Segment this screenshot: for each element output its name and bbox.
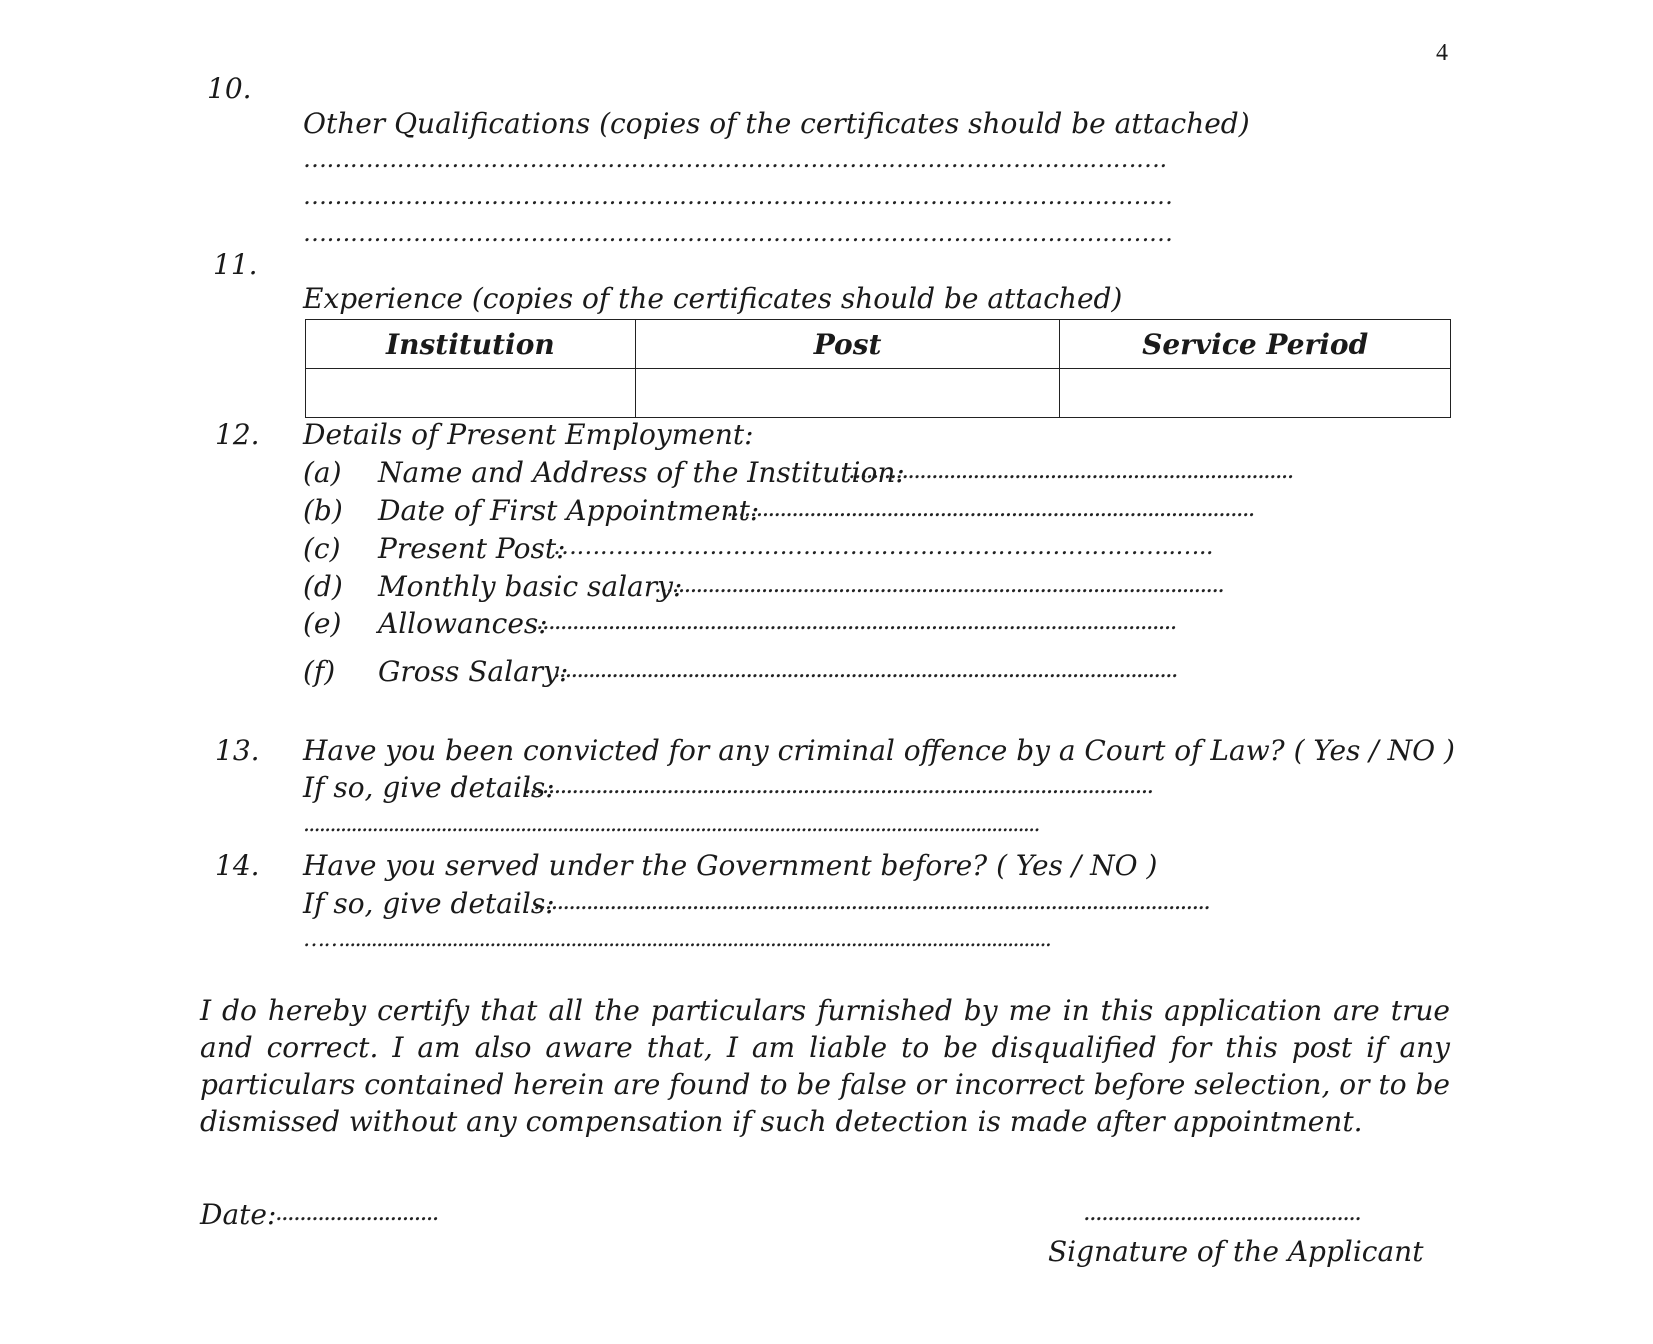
table-row [306, 369, 1451, 418]
q11-number: 11. [213, 248, 258, 281]
q12-e-letter: (e) [303, 607, 342, 640]
col-header-post: Post [635, 320, 1060, 369]
q13-number: 13. [215, 734, 260, 767]
q12-c-answer[interactable]: ……………………………………………………………………..….. [553, 532, 1213, 560]
post-cell[interactable] [635, 369, 1060, 418]
q12-d-answer[interactable]: ................................................................................................ [654, 570, 1224, 598]
q14-question: Have you served under the Government before? ( Yes / NO ) [303, 849, 1158, 882]
col-header-institution: Institution [306, 320, 636, 369]
q13-details-answer-line-2[interactable]: ........................................................................................................................................... [303, 812, 1039, 837]
institution-cell[interactable] [306, 369, 636, 418]
q10-answer-line-2[interactable]: ………………………………………………………………………………………………… [303, 182, 1173, 210]
q12-d-letter: (d) [303, 570, 343, 603]
q10-number: 10. [207, 72, 252, 105]
q11-label: Experience (copies of the certificates should be attached) [303, 282, 1123, 315]
date-label: Date: [200, 1198, 277, 1231]
q13-details-answer[interactable]: .......................................................................................................... [524, 771, 1153, 799]
service-period-cell[interactable] [1060, 369, 1451, 418]
q12-f-label: Gross Salary: [378, 655, 569, 688]
q12-b-label: Date of First Appointment: [378, 494, 760, 527]
q12-c-label: Present Post: [378, 532, 566, 565]
q12-b-answer[interactable]: ......................................................................................... [726, 494, 1254, 522]
q14-number: 14. [215, 849, 260, 882]
experience-table [305, 319, 1451, 418]
q14-details-answer[interactable]: ................................................................................................................... [533, 887, 1210, 915]
q10-label: Other Qualifications (copies of the certificates should be attached) [303, 107, 1250, 140]
date-field[interactable]: ........................... [275, 1198, 438, 1226]
col-header-service-period: Service Period [1060, 320, 1451, 369]
q12-f-letter: (f) [303, 655, 336, 688]
q14-details-answer-line-2[interactable]: ……................................................................................................................................... [303, 927, 1051, 952]
q12-a-letter: (a) [303, 456, 342, 489]
q12-number: 12. [215, 418, 260, 451]
page-number: 4 [1436, 40, 1448, 66]
q14-details-label: If so, give details: [303, 887, 555, 920]
q10-answer-line-1[interactable]: ………………………………………………………………………………………..………. [303, 145, 1167, 173]
q10-answer-line-3[interactable]: ………………………………………………………………………………………………… [303, 219, 1173, 247]
signature-label: Signature of the Applicant [1048, 1235, 1424, 1268]
q12-label: Details of Present Employment: [303, 418, 754, 451]
q12-a-label: Name and Address of the Institution: [378, 456, 905, 489]
q12-d-label: Monthly basic salary: [378, 570, 683, 603]
q12-e-label: Allowances: [378, 607, 548, 640]
declaration-paragraph: I do hereby certify that all the particulars furnished by me in this application are true and correct. I am also aware that, I am liable to be disqualified for this post if any particulars contained herein are found to be false or incorrect before selection, or to be dismissed without any compensation if such detection is made after appointment. [200, 994, 1450, 1138]
q12-a-answer[interactable]: ........................................................................... [848, 456, 1293, 484]
q12-e-answer[interactable]: ........................................................................................................... [536, 607, 1176, 635]
q13-details-label: If so, give details: [303, 771, 555, 804]
q12-f-answer[interactable]: ........................................................................................................... [553, 655, 1177, 683]
q12-c-letter: (c) [303, 532, 341, 565]
q12-b-letter: (b) [303, 494, 343, 527]
experience-table-header [306, 320, 1451, 369]
signature-field[interactable]: .............................................. [1083, 1198, 1361, 1226]
q13-question: Have you been convicted for any criminal offence by a Court of Law? ( Yes / NO ) [303, 734, 1455, 767]
